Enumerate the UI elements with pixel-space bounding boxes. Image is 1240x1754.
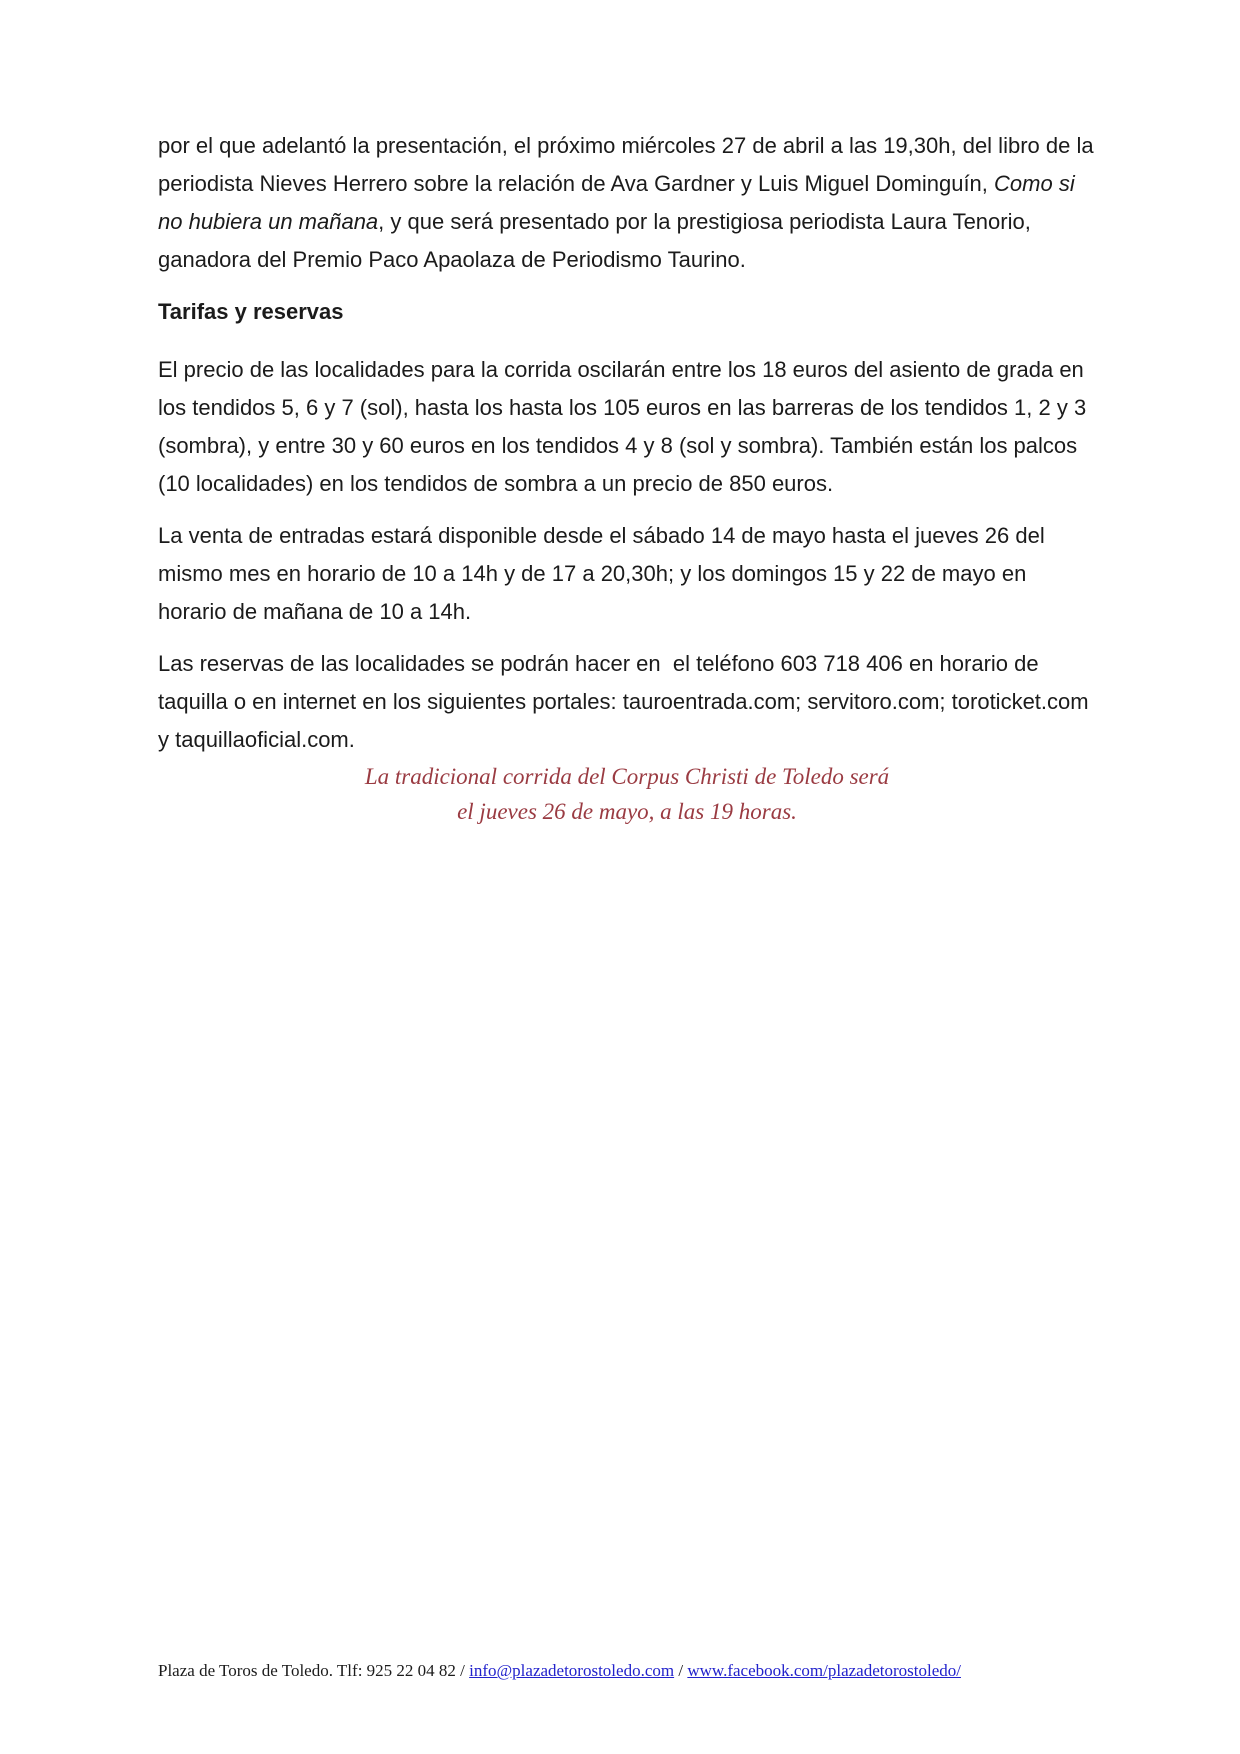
footer-separator: / [674, 1661, 688, 1680]
sales-schedule-paragraph: La venta de entradas estará disponible desde el sábado 14 de mayo hasta el jueves 26 del mismo mes en horario de 10 a 14h y de 17 a 20,30h; y los domingos 15 y 22 de mayo en horario de mañana de 10 a 14h. [158, 523, 1051, 624]
reservations-paragraph: Las reservas de las localidades se podrán hacer en el teléfono 603 718 406 en horario de taquilla o en internet en los siguientes portales: tauroentrada.com; servitoro.com; toroticket.com y taquillaoficial.com. [158, 651, 1095, 752]
section-heading-tarifas: Tarifas y reservas [158, 299, 344, 324]
footer-email-link[interactable]: info@plazadetorostoledo.com [469, 1661, 675, 1680]
footer-contact [158, 1660, 1096, 1682]
event-date-highlight-line2: el jueves 26 de mayo, a las 19 horas. [457, 799, 797, 824]
pricing-paragraph: El precio de las localidades para la corrida oscilarán entre los 18 euros del asiento de grada en los tendidos 5, 6 y 7 (sol), hasta los hasta los 105 euros en las barreras de los tendidos 1, 2 y 3 (sombra), y entre 30 y 60 euros en los tendidos 4 y 8 (sol y sombra). También están los palcos (10 localidades) en los tendidos de sombra a un precio de 850 euros. [158, 357, 1093, 496]
document-body [158, 127, 1100, 829]
footer-facebook-link[interactable]: www.facebook.com/plazadetorostoledo/ [687, 1661, 961, 1680]
intro-paragraph-text: por el que adelantó la presentación, el próximo miércoles 27 de abril a las 19,30h, del libro de la periodista Nieves Herrero sobre la relación de Ava Gardner y Luis Miguel Dominguín, [158, 133, 1100, 196]
event-date-highlight-line1: La tradicional corrida del Corpus Christi de Toledo será [364, 764, 890, 789]
footer-contact-text: Plaza de Toros de Toledo. Tlf: 925 22 04 82 / [158, 1661, 470, 1680]
intro-paragraph [158, 127, 1100, 279]
event-date-highlight [158, 759, 1096, 829]
intro-paragraph-text-cont: , y que será presentado por la prestigiosa periodista Laura Tenorio, ganadora del Premio Paco Apaolaza de Periodismo Taurino. [158, 209, 1037, 272]
book-title-italic: Como si no hubiera un mañana [158, 171, 1081, 234]
